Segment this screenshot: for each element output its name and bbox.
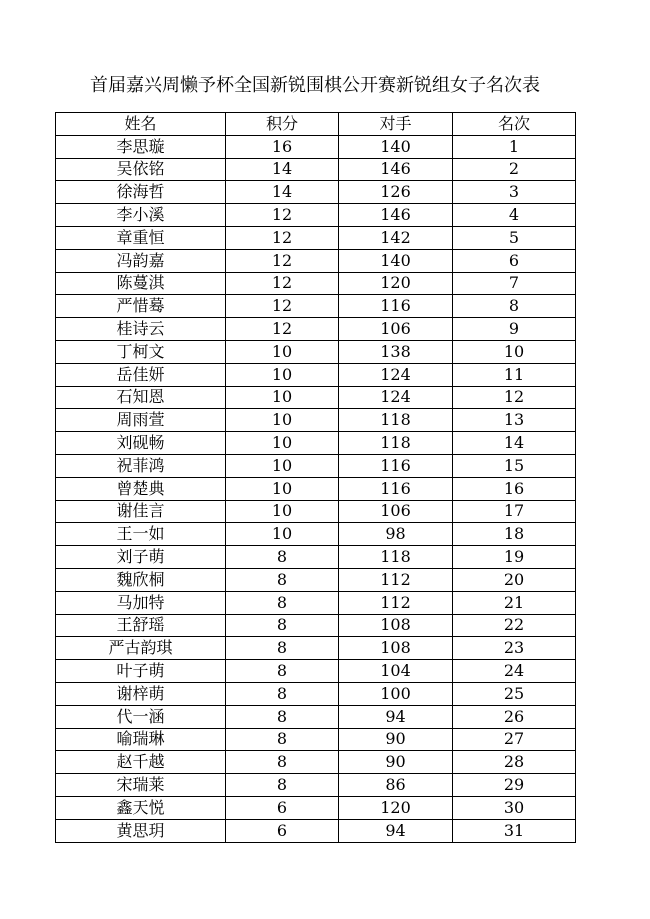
- cell-opponent: 116: [339, 295, 453, 318]
- cell-score: 10: [226, 477, 339, 500]
- table-row: [56, 774, 576, 797]
- cell-name: 魏欣桐: [56, 568, 226, 591]
- table-row: [56, 614, 576, 637]
- cell-opponent: 142: [339, 226, 453, 249]
- column-header-score: 积分: [226, 113, 339, 136]
- table-row: [56, 249, 576, 272]
- cell-name: 王一如: [56, 523, 226, 546]
- cell-rank: 25: [453, 682, 576, 705]
- cell-name: 严惜蓦: [56, 295, 226, 318]
- cell-name: 赵千越: [56, 751, 226, 774]
- cell-opponent: 118: [339, 409, 453, 432]
- cell-score: 12: [226, 204, 339, 227]
- cell-score: 8: [226, 637, 339, 660]
- cell-name: 黄思玥: [56, 819, 226, 842]
- cell-opponent: 90: [339, 751, 453, 774]
- column-header-rank: 名次: [453, 113, 576, 136]
- cell-score: 8: [226, 614, 339, 637]
- cell-score: 8: [226, 546, 339, 569]
- cell-rank: 24: [453, 660, 576, 683]
- cell-score: 8: [226, 591, 339, 614]
- cell-score: 10: [226, 432, 339, 455]
- cell-name: 刘砚畅: [56, 432, 226, 455]
- cell-name: 喻瑞琳: [56, 728, 226, 751]
- cell-rank: 20: [453, 568, 576, 591]
- table-row: [56, 181, 576, 204]
- page-title: 首届嘉兴周懒予杯全国新锐围棋公开赛新锐组女子名次表: [90, 75, 540, 96]
- table-row: [56, 135, 576, 158]
- cell-opponent: 116: [339, 454, 453, 477]
- cell-rank: 14: [453, 432, 576, 455]
- table-header-row: [56, 113, 576, 136]
- cell-opponent: 106: [339, 318, 453, 341]
- cell-opponent: 94: [339, 819, 453, 842]
- cell-score: 10: [226, 386, 339, 409]
- cell-rank: 22: [453, 614, 576, 637]
- cell-name: 石知恩: [56, 386, 226, 409]
- table-row: [56, 432, 576, 455]
- table-row: [56, 158, 576, 181]
- cell-name: 代一涵: [56, 705, 226, 728]
- cell-rank: 21: [453, 591, 576, 614]
- cell-opponent: 116: [339, 477, 453, 500]
- cell-name: 鑫天悦: [56, 796, 226, 819]
- cell-score: 6: [226, 796, 339, 819]
- cell-rank: 23: [453, 637, 576, 660]
- table-row: [56, 819, 576, 842]
- cell-opponent: 124: [339, 363, 453, 386]
- cell-rank: 12: [453, 386, 576, 409]
- table-row: [56, 682, 576, 705]
- cell-opponent: 108: [339, 637, 453, 660]
- cell-opponent: 118: [339, 546, 453, 569]
- cell-rank: 1: [453, 135, 576, 158]
- table-row: [56, 568, 576, 591]
- table-row: [56, 272, 576, 295]
- cell-score: 14: [226, 181, 339, 204]
- cell-name: 王舒瑶: [56, 614, 226, 637]
- cell-rank: 27: [453, 728, 576, 751]
- cell-rank: 2: [453, 158, 576, 181]
- cell-name: 刘子萌: [56, 546, 226, 569]
- cell-name: 谢佳言: [56, 500, 226, 523]
- cell-opponent: 146: [339, 158, 453, 181]
- cell-opponent: 86: [339, 774, 453, 797]
- table-row: [56, 500, 576, 523]
- cell-name: 陈蔓淇: [56, 272, 226, 295]
- cell-name: 徐海哲: [56, 181, 226, 204]
- cell-name: 周雨萱: [56, 409, 226, 432]
- cell-name: 章重恒: [56, 226, 226, 249]
- table-row: [56, 386, 576, 409]
- cell-rank: 26: [453, 705, 576, 728]
- table-row: [56, 728, 576, 751]
- table-row: [56, 318, 576, 341]
- column-header-name: 姓名: [56, 113, 226, 136]
- table-body: [56, 135, 576, 842]
- cell-rank: 9: [453, 318, 576, 341]
- cell-opponent: 106: [339, 500, 453, 523]
- table-row: [56, 705, 576, 728]
- table-row: [56, 796, 576, 819]
- cell-score: 12: [226, 318, 339, 341]
- cell-score: 10: [226, 523, 339, 546]
- cell-name: 李思璇: [56, 135, 226, 158]
- cell-score: 8: [226, 568, 339, 591]
- cell-opponent: 120: [339, 272, 453, 295]
- cell-opponent: 108: [339, 614, 453, 637]
- cell-opponent: 100: [339, 682, 453, 705]
- cell-rank: 15: [453, 454, 576, 477]
- table-row: [56, 591, 576, 614]
- cell-opponent: 146: [339, 204, 453, 227]
- table-row: [56, 523, 576, 546]
- cell-rank: 19: [453, 546, 576, 569]
- table-row: [56, 295, 576, 318]
- cell-score: 16: [226, 135, 339, 158]
- cell-rank: 6: [453, 249, 576, 272]
- cell-score: 12: [226, 249, 339, 272]
- cell-rank: 13: [453, 409, 576, 432]
- cell-rank: 28: [453, 751, 576, 774]
- cell-opponent: 124: [339, 386, 453, 409]
- cell-name: 丁柯文: [56, 340, 226, 363]
- cell-opponent: 94: [339, 705, 453, 728]
- cell-opponent: 112: [339, 591, 453, 614]
- table-row: [56, 660, 576, 683]
- cell-rank: 3: [453, 181, 576, 204]
- cell-score: 10: [226, 454, 339, 477]
- table-row: [56, 226, 576, 249]
- cell-rank: 18: [453, 523, 576, 546]
- table-row: [56, 477, 576, 500]
- cell-rank: 7: [453, 272, 576, 295]
- cell-rank: 16: [453, 477, 576, 500]
- cell-opponent: 140: [339, 249, 453, 272]
- table-row: [56, 409, 576, 432]
- column-header-opponent: 对手: [339, 113, 453, 136]
- cell-opponent: 138: [339, 340, 453, 363]
- cell-name: 叶子萌: [56, 660, 226, 683]
- cell-score: 8: [226, 751, 339, 774]
- table-row: [56, 204, 576, 227]
- cell-opponent: 112: [339, 568, 453, 591]
- cell-opponent: 118: [339, 432, 453, 455]
- cell-score: 8: [226, 682, 339, 705]
- cell-name: 严古韵琪: [56, 637, 226, 660]
- table-row: [56, 546, 576, 569]
- cell-name: 桂诗云: [56, 318, 226, 341]
- cell-score: 8: [226, 660, 339, 683]
- cell-name: 马加特: [56, 591, 226, 614]
- cell-name: 祝菲鸿: [56, 454, 226, 477]
- cell-opponent: 120: [339, 796, 453, 819]
- cell-opponent: 140: [339, 135, 453, 158]
- cell-score: 10: [226, 340, 339, 363]
- cell-rank: 17: [453, 500, 576, 523]
- cell-score: 8: [226, 705, 339, 728]
- cell-score: 12: [226, 295, 339, 318]
- ranking-table: [55, 112, 576, 843]
- cell-rank: 29: [453, 774, 576, 797]
- cell-score: 8: [226, 774, 339, 797]
- cell-opponent: 98: [339, 523, 453, 546]
- cell-rank: 30: [453, 796, 576, 819]
- cell-score: 12: [226, 272, 339, 295]
- cell-score: 6: [226, 819, 339, 842]
- cell-rank: 5: [453, 226, 576, 249]
- cell-name: 岳佳妍: [56, 363, 226, 386]
- cell-name: 宋瑞莱: [56, 774, 226, 797]
- cell-score: 10: [226, 409, 339, 432]
- cell-score: 8: [226, 728, 339, 751]
- table-row: [56, 454, 576, 477]
- table-row: [56, 637, 576, 660]
- cell-rank: 8: [453, 295, 576, 318]
- table-row: [56, 751, 576, 774]
- cell-rank: 11: [453, 363, 576, 386]
- cell-name: 冯韵嘉: [56, 249, 226, 272]
- cell-rank: 10: [453, 340, 576, 363]
- cell-name: 谢梓萌: [56, 682, 226, 705]
- cell-score: 14: [226, 158, 339, 181]
- cell-opponent: 104: [339, 660, 453, 683]
- cell-opponent: 126: [339, 181, 453, 204]
- cell-name: 李小溪: [56, 204, 226, 227]
- cell-name: 曾楚典: [56, 477, 226, 500]
- cell-rank: 31: [453, 819, 576, 842]
- cell-score: 12: [226, 226, 339, 249]
- cell-score: 10: [226, 363, 339, 386]
- cell-score: 10: [226, 500, 339, 523]
- cell-name: 吴依铭: [56, 158, 226, 181]
- cell-rank: 4: [453, 204, 576, 227]
- table-row: [56, 363, 576, 386]
- table-row: [56, 340, 576, 363]
- cell-opponent: 90: [339, 728, 453, 751]
